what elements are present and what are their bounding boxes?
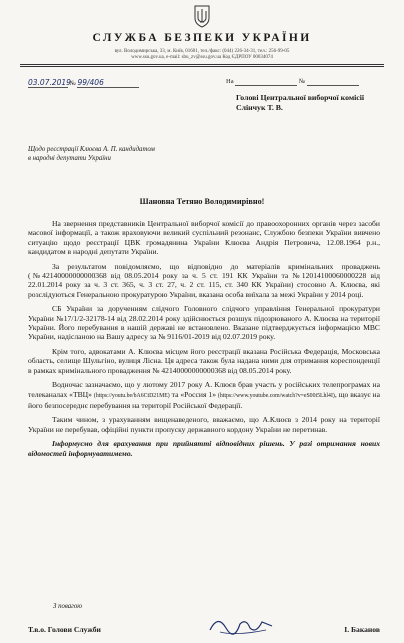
letter-body [28,219,380,463]
signer-role: Т.в.о. Голови Служби [28,625,101,634]
registration-outgoing [28,78,139,88]
addressee-name: Слінчук Т. В. [236,102,283,112]
reply-number-blank [307,78,359,86]
paragraph-5-text-c: , що вказує на його безпосереднє перебування на території Російської Федерації. [28,389,380,410]
handwritten-signature-icon [206,610,276,638]
paragraph-5-text-b: та «Россия 1» [169,389,218,399]
paragraph-1: На звернення представників Центральної виборчої комісії до правоохоронних органів через засоби масової інформації, а також враховуючи великий суспільний резонанс, Службою безпеки України вивчено ситуацію щодо реєстрації ЦВК громадянина України Клюєва Андрія Петровича, 12.08.1964 р.н., кандидатом в народні депутати України. [28,219,380,257]
header-divider [20,64,384,65]
reply-date-blank [235,78,297,86]
subject-line-1: Щодо реєстрації Клюєва А. П. кандидатом [28,146,155,153]
organization-name: СЛУЖБА БЕЗПЕКИ УКРАЇНИ [92,32,312,44]
tvc-video-link: (https://youtu.be/bA6CtD21ME) [93,392,170,399]
signer-name: І. Баканов [344,625,380,634]
russia1-video-link: (https://www.youtube.com/watch?v=eS00i5Lhl4I) [217,392,335,399]
greeting: Шановна Тетяно Володимирівно! [139,197,265,206]
registration-date: 03.07.2019 [28,78,71,87]
header-divider-thin [20,66,384,67]
addressee-position: Голові Центральної виборчої комісії [236,93,365,102]
trident-emblem-icon [193,4,211,28]
organization-contacts: www.ssu.gov.ua, e-mail: sbu_zv@ssu.gov.ua Код ЄДРПОУ 00034074 [131,55,273,60]
reply-label: На [226,78,234,85]
reply-number-label: № [298,78,306,85]
letter-subject [28,146,155,163]
closing-respect: З повагою [53,603,83,610]
paragraph-5-text-a: Водночас зазначаємо, що у лютому 2017 року А. Клюєв брав участь у російських телепрограмах на телеканалах «ТВЦ» [28,380,380,399]
paragraph-5 [28,380,380,410]
organization-address: вул. Володимирська, 33, м. Київ, 01601, тел./факс: (044) 226-34-31, тел.: 256-99-05 [114,49,290,54]
paragraph-3: СБ України за дорученням слідчого Головного слідчого управління Генеральної прокуратури України №17/1/2-32178-14 від 28.02.2014 року здійснюється розшук підозрюваного А. Клюєва на території України. Його перебування в нашій державі не встановлено. Вказане підтверджується інформацією МВС України, надісланою на Вашу адресу за № 9116/01-2019 від 02.07.2019 року. [28,304,380,342]
registration-number-prefix: № [69,80,76,87]
registration-number: 99/406 [77,78,139,88]
subject-line-2: в народні депутати України [28,154,111,162]
paragraph-6: Таким чином, з урахуванням вищенаведеного, вважаємо, що А.Клюєв з 2014 року на території України не перебував, офіційні пункти пропуску державного кордону України не перетинав. [28,415,380,434]
paragraph-4: Крім того, адвокатами А. Клюєва місцем його реєстрації вказана Російська Федерація, Московська область, селище Шульгіно, вулиця Лісна. Ця адреса також була надана ними для отримання кореспонденції в рамках кримінального провадження № 42140000000000368 від 08.05.2014 року. [28,346,380,375]
addressee [236,93,364,112]
paragraph-7: Інформуємо для врахування при прийнятті відповідних рішень. У разі отримання нових відомостей інформуватимемо. [28,439,380,458]
registration-reply [226,78,359,86]
paragraph-2: За результатом повідомляємо, що відповідно до матеріалів кримінальних проваджень (№42140000000000368 від 08.05.2014 року за ч. 5 ст. 191 КК України та №12014100060000228 від 22.01.2014 року за ч. 3 ст. 365, ч. 3 ст. 27, ч. 2 ст. 115, ст. 340 КК України) стосовно А. Клюєва, які розслідуються Генеральною прокуратурою України, вказана особа виїхала за межі України у 2014 році. [28,261,380,299]
